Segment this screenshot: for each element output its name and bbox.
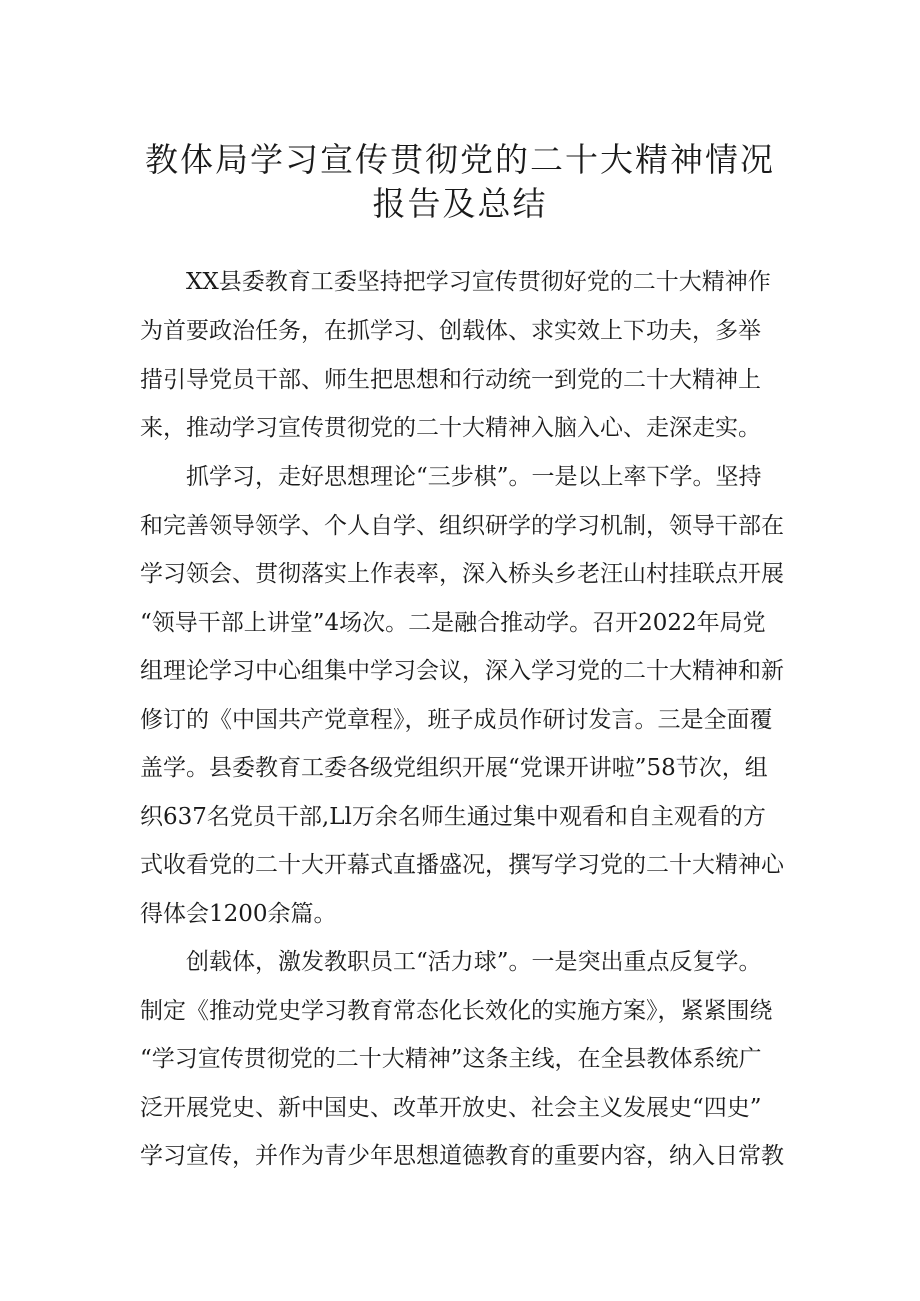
paragraph-line: 学习宣传，并作为青少年思想道德教育的重要内容，纳入日常教 [140, 1143, 784, 1169]
paragraph-line: “领导干部上讲堂”4场次。二是融合推动学。召开2022年局党 [140, 610, 766, 636]
paragraph-line: 制定《推动党史学习教育常态化长效化的实施方案》，紧紧围绕 [140, 998, 773, 1024]
paragraph-line: 织637名党员干部,Ll万余名师生通过集中观看和自主观看的方 [140, 804, 766, 830]
paragraph-line: 学习领会、贯彻落实上作表率，深入桥头乡老汪山村挂联点开展 [140, 561, 784, 587]
paragraph-line: 修订的《中国共产党章程》，班子成员作研讨发言。三是全面覆 [140, 707, 773, 733]
paragraph-line: 创载体，激发教职员工“活力球”。一是突出重点反复学。 [186, 949, 762, 975]
paragraph-line: 来，推动学习宣传贯彻党的二十大精神入脑入心、走深走实。 [140, 415, 761, 441]
paragraph-line: 为首要政治任务，在抓学习、创载体、求实效上下功夫，多举 [140, 318, 761, 344]
paragraph-line: “学习宣传贯彻党的二十大精神”这条主线，在全县教体系统广 [140, 1046, 762, 1072]
paragraph-line: 盖学。县委教育工委各级党组织开展“党课开讲啦”58节次，组 [140, 755, 768, 781]
paragraph-line: 和完善领导领学、个人自学、组织研学的学习机制，领导干部在 [140, 513, 784, 539]
paragraph-line: XX县委教育工委坚持把学习宣传贯彻好党的二十大精神作 [186, 269, 771, 295]
paragraph-line: 泛开展党史、新中国史、改革开放史、社会主义发展史“四史” [140, 1095, 762, 1121]
document-title-line-1: 教体局学习宣传贯彻党的二十大精神情况 [145, 140, 775, 179]
document-title-line-2: 报告及总结 [372, 184, 548, 223]
paragraph-line: 措引导党员干部、师生把思想和行动统一到党的二十大精神上 [140, 367, 761, 393]
paragraph-line: 得体会1200余篇。 [140, 901, 337, 927]
paragraph-line: 组理论学习中心组集中学习会议，深入学习党的二十大精神和新 [140, 658, 784, 684]
paragraph-line: 式收看党的二十大开幕式直播盛况，撰写学习党的二十大精神心 [140, 852, 784, 878]
paragraph-line: 抓学习，走好思想理论“三步棋”。一是以上率下学。坚持 [186, 464, 762, 490]
